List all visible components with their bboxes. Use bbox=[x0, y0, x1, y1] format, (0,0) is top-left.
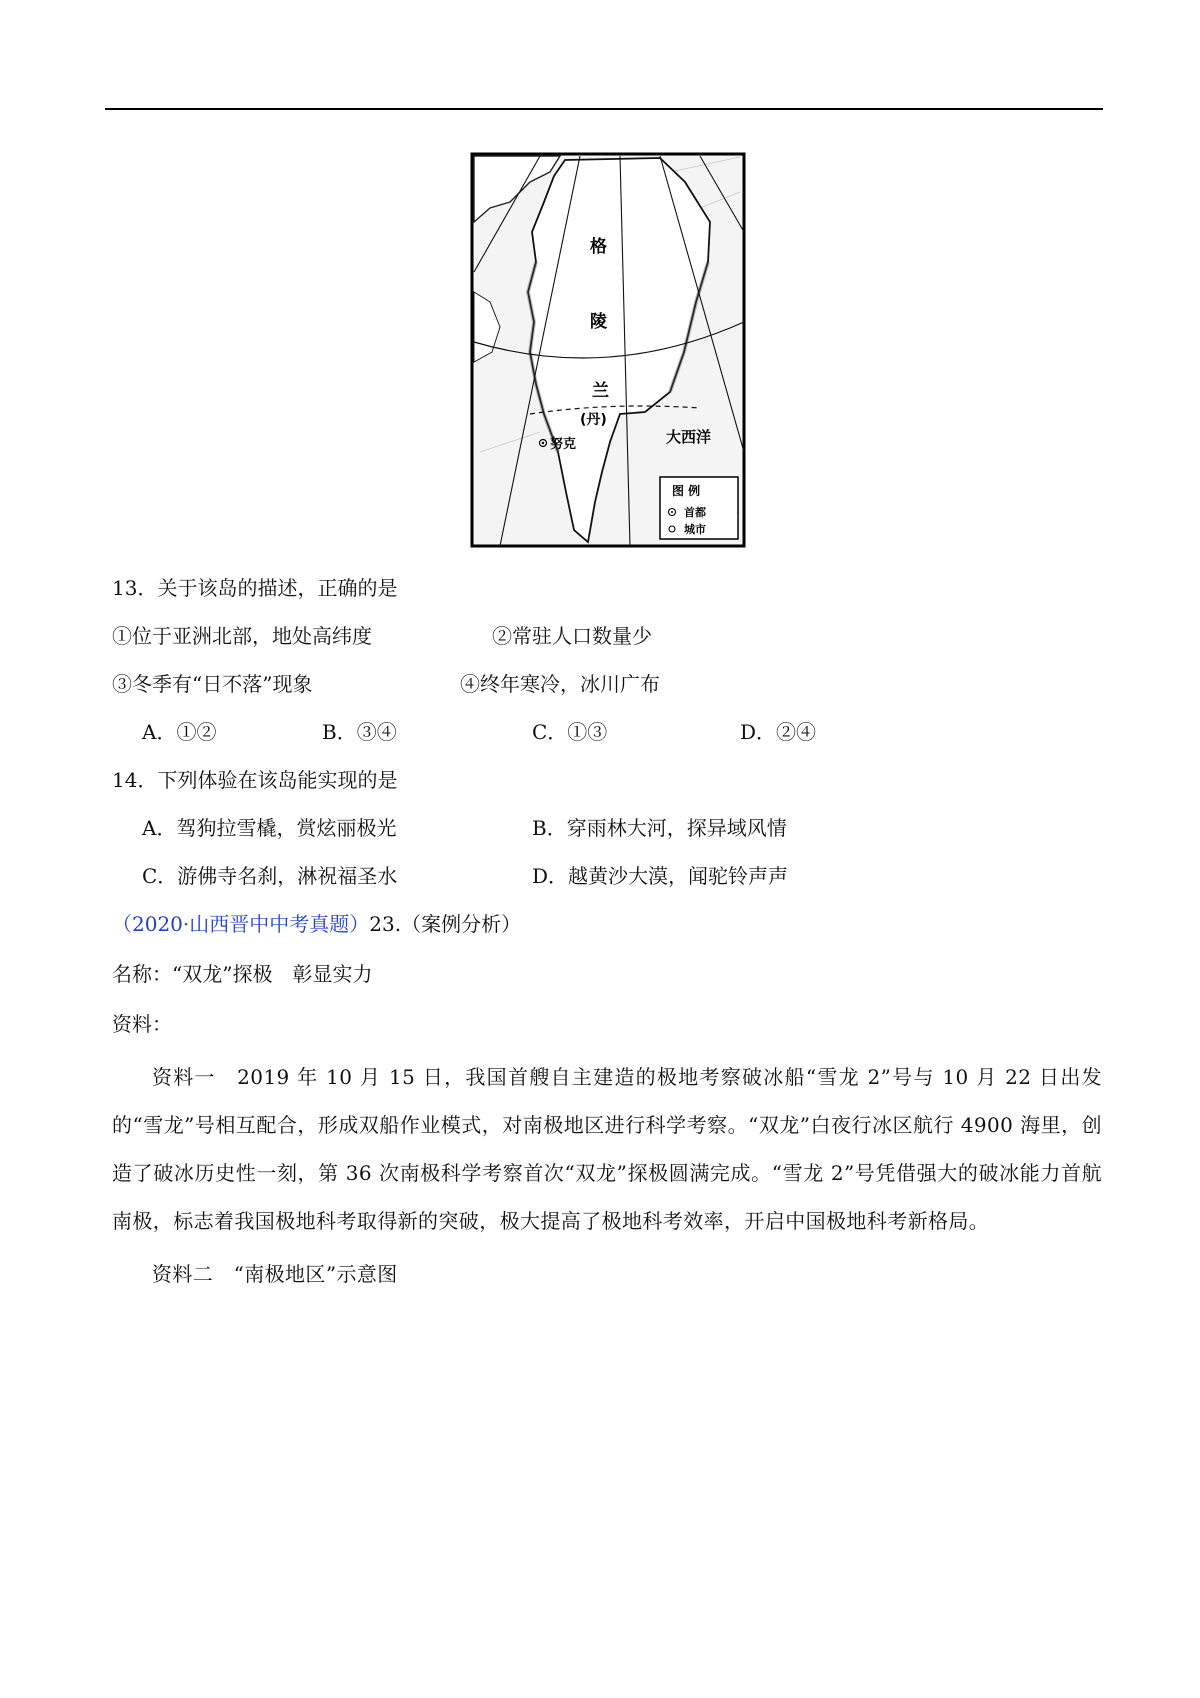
map-label-ling: 陵 bbox=[590, 312, 607, 332]
legend-city: 城市 bbox=[684, 523, 706, 536]
map-label-lan: 兰 bbox=[592, 381, 609, 401]
q14-choice-b[interactable]: B．穿雨林大河，探异域风情 bbox=[532, 816, 787, 840]
q14-choice-d[interactable]: D．越黄沙大漠，闻驼铃声声 bbox=[532, 864, 789, 888]
map-label-ge: 格 bbox=[590, 237, 607, 257]
greenland-map bbox=[470, 152, 746, 548]
material-one bbox=[112, 1053, 1102, 1245]
q14-choice-c[interactable]: C．游佛寺名刹，淋祝福圣水 bbox=[142, 864, 398, 888]
q23-number: 23.（案例分析） bbox=[369, 912, 522, 936]
map-legend bbox=[660, 477, 738, 539]
q23-source: （2020·山西晋中中考真题） bbox=[112, 912, 370, 936]
map-label-atlantic: 大西洋 bbox=[666, 428, 712, 446]
q14-stem: 14．下列体验在该岛能实现的是 bbox=[112, 768, 398, 792]
q13-choice-c[interactable]: C．①③ bbox=[532, 720, 608, 744]
q23-header bbox=[112, 910, 521, 938]
material-two-text: 资料二 “南极地区”示意图 bbox=[152, 1262, 398, 1286]
q13-choice-d[interactable]: D．②④ bbox=[740, 720, 817, 744]
material-one-text: 资料一 2019 年 10 月 15 日，我国首艘自主建造的极地考察破冰船“雪龙 2”号与 10 月 22 日出发的“雪龙”号相互配合，形成双船作业模式，对南极地区进行科学考察。“双龙”白夜行冰区航行 4900 海里，创造了破冰历史性一刻，第 36 次南极科学考察首次“双龙”探极圆满完成。“雪龙 2”号凭借强大的破冰能力首航南极，标志着我国极地科考取得新的突破，极大提高了极地科考效率，开启中国极地科考新格局。 bbox=[112, 1065, 1102, 1233]
map-label-dan: (丹) bbox=[580, 412, 607, 428]
q13-choice-b[interactable]: B．③④ bbox=[322, 720, 397, 744]
q13-choice-a[interactable]: A．①② bbox=[142, 720, 217, 744]
q13-option-3: ③冬季有“日不落”现象 bbox=[112, 672, 313, 696]
materials-label: 资料： bbox=[112, 1012, 172, 1036]
map-label-city: 努克 bbox=[550, 437, 577, 452]
q13-option-2: ②常驻人口数量少 bbox=[492, 624, 652, 648]
header-rule bbox=[105, 108, 1103, 110]
q13-option-4: ④终年寒冷，冰川广布 bbox=[460, 672, 660, 696]
q23-name: 名称：“双龙”探极 彰显实力 bbox=[112, 962, 373, 986]
q13-stem: 13．关于该岛的描述，正确的是 bbox=[112, 576, 398, 600]
legend-title: 图 例 bbox=[672, 484, 701, 498]
q14-choice-a[interactable]: A．驾狗拉雪橇，赏炫丽极光 bbox=[142, 816, 397, 840]
material-two bbox=[112, 1250, 1102, 1298]
legend-capital: 首都 bbox=[684, 506, 706, 519]
q13-option-1: ①位于亚洲北部，地处高纬度 bbox=[112, 624, 372, 648]
